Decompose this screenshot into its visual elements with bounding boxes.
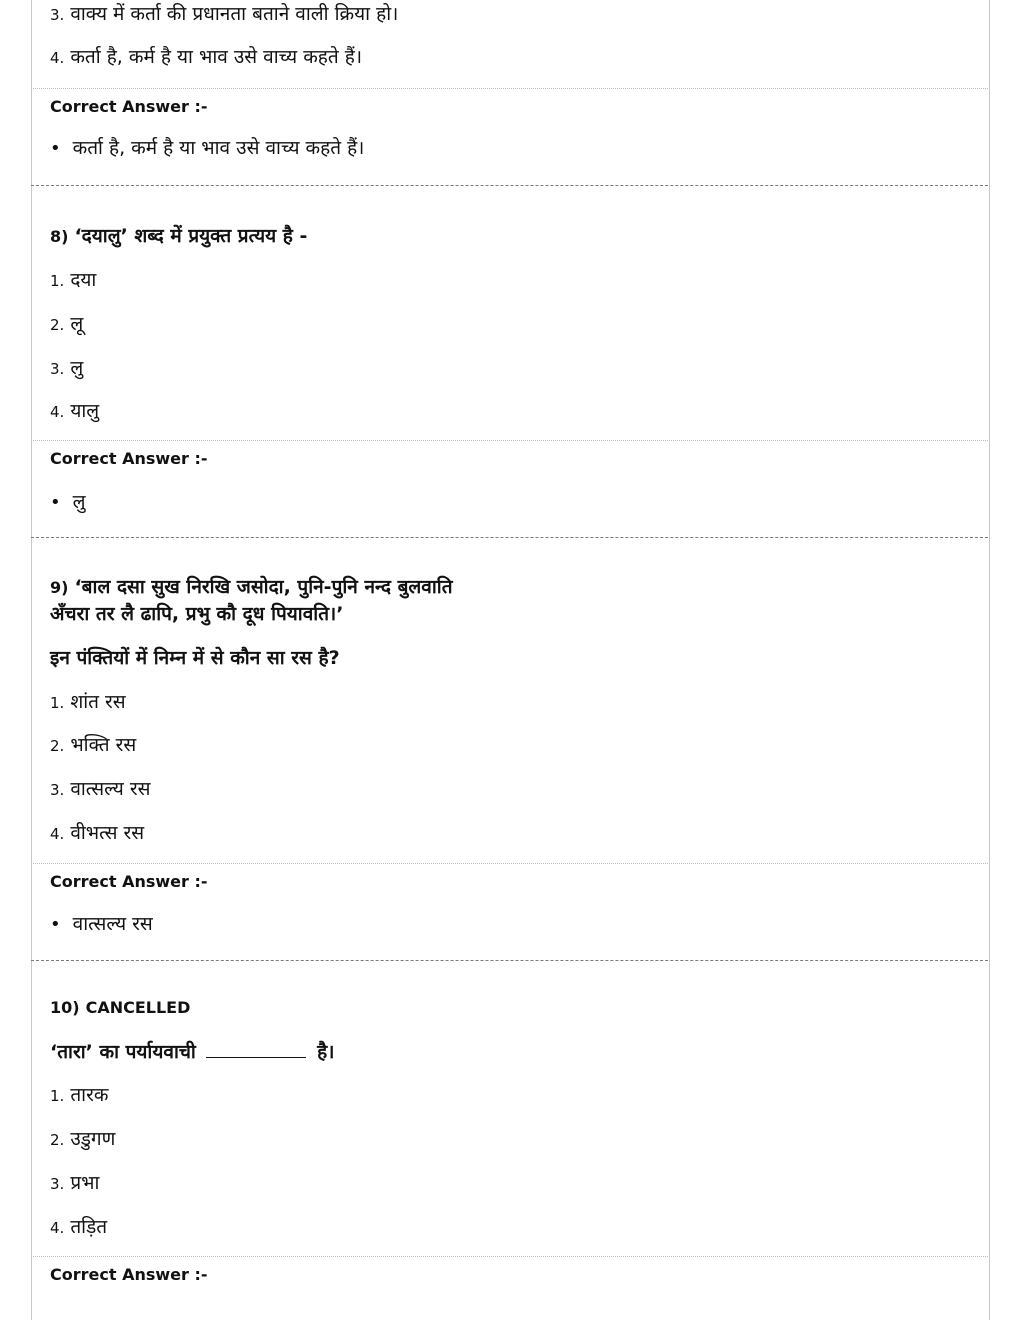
q10-option-3 (50, 1169, 99, 1195)
option-number: 3. (50, 1175, 65, 1193)
option-number: 2. (50, 1131, 65, 1149)
correct-answer-text: कर्ता है, कर्म है या भाव उसे वाच्य कहते हैं। (72, 137, 365, 159)
option-number: 3. (50, 6, 65, 24)
q9-question-line3: इन पंक्तियों में निम्न में से कौन सा रस है? (50, 647, 340, 669)
option-text: यालु (70, 400, 100, 422)
option-text: वाक्य में कर्ता की प्रधानता बताने वाली क्रिया हो। (70, 3, 399, 25)
option-text: लु (70, 357, 84, 379)
q10-correct-answer-label: Correct Answer :- (50, 1265, 208, 1284)
option-number: 3. (50, 781, 65, 799)
option-text: प्रभा (70, 1172, 100, 1194)
q10-option-1 (50, 1081, 108, 1107)
q8-correct-answer (50, 488, 86, 514)
question-separator (31, 537, 988, 538)
option-number: 3. (50, 360, 65, 378)
question-separator (31, 960, 988, 961)
option-text: तारक (70, 1084, 109, 1106)
bullet-icon: • (50, 492, 61, 513)
option-number: 4. (50, 49, 65, 67)
q8-question (50, 222, 307, 248)
question-number: 10) (50, 998, 80, 1017)
q9-option-3 (50, 775, 150, 801)
q9-question-line1 (50, 573, 453, 599)
option-text: उडुगण (70, 1128, 116, 1150)
q10-option-4 (50, 1213, 107, 1239)
question-text-end: है। (317, 1041, 335, 1063)
q8-option-2 (50, 310, 83, 336)
question-number: 9) (50, 578, 69, 597)
q10-header (50, 998, 190, 1017)
question-text: ‘तारा’ का पर्यायवाची (50, 1041, 196, 1063)
option-number: 2. (50, 737, 65, 755)
answer-divider (31, 863, 988, 864)
question-number: 8) (50, 227, 69, 246)
question-text: ‘दयालु’ शब्द में प्रयुक्त प्रत्यय है - (74, 225, 308, 247)
q10-option-2 (50, 1125, 115, 1151)
q9-correct-answer-label: Correct Answer :- (50, 872, 208, 891)
option-number: 2. (50, 316, 65, 334)
q8-correct-answer-label: Correct Answer :- (50, 449, 208, 468)
option-text: लू (70, 313, 84, 335)
option-number: 1. (50, 272, 65, 290)
option-number: 1. (50, 1087, 65, 1105)
q9-question-line2: अँचरा तर लै ढापि, प्रभु कौ दूध पियावति।’ (50, 603, 344, 625)
option-text: भक्ति रस (70, 734, 137, 756)
option-number: 1. (50, 694, 65, 712)
option-text: शांत रस (70, 691, 126, 713)
answer-divider (31, 88, 988, 89)
q8-option-1 (50, 266, 96, 292)
option-text: तड़ित (70, 1216, 108, 1238)
bullet-icon: • (50, 138, 61, 159)
q7-option-4 (50, 43, 362, 69)
option-text: वात्सल्य रस (70, 778, 151, 800)
q8-option-4 (50, 397, 99, 423)
option-number: 4. (50, 403, 65, 421)
correct-answer-text: वात्सल्य रस (72, 913, 153, 935)
cancelled-status: CANCELLED (85, 998, 191, 1017)
option-text: कर्ता है, कर्म है या भाव उसे वाच्य कहते हैं। (70, 46, 363, 68)
q9-option-4 (50, 819, 144, 845)
bullet-icon: • (50, 914, 61, 935)
blank-line (206, 1039, 306, 1058)
answer-divider (31, 440, 988, 441)
q10-question (50, 1038, 334, 1064)
question-separator (31, 185, 988, 186)
q8-option-3 (50, 354, 83, 380)
q9-option-1 (50, 688, 126, 714)
option-text: वीभत्स रस (70, 822, 145, 844)
option-text: दया (70, 269, 97, 291)
option-number: 4. (50, 1219, 65, 1237)
correct-answer-text: लु (72, 491, 86, 513)
q7-correct-answer-label: Correct Answer :- (50, 97, 208, 116)
answer-divider (31, 1256, 988, 1257)
q7-option-3 (50, 0, 398, 26)
q9-correct-answer (50, 910, 153, 936)
q7-correct-answer (50, 134, 364, 160)
q9-option-2 (50, 731, 136, 757)
question-text: ‘बाल दसा सुख निरखि जसोदा, पुनि-पुनि नन्द बुलवाति (74, 576, 453, 598)
option-number: 4. (50, 825, 65, 843)
